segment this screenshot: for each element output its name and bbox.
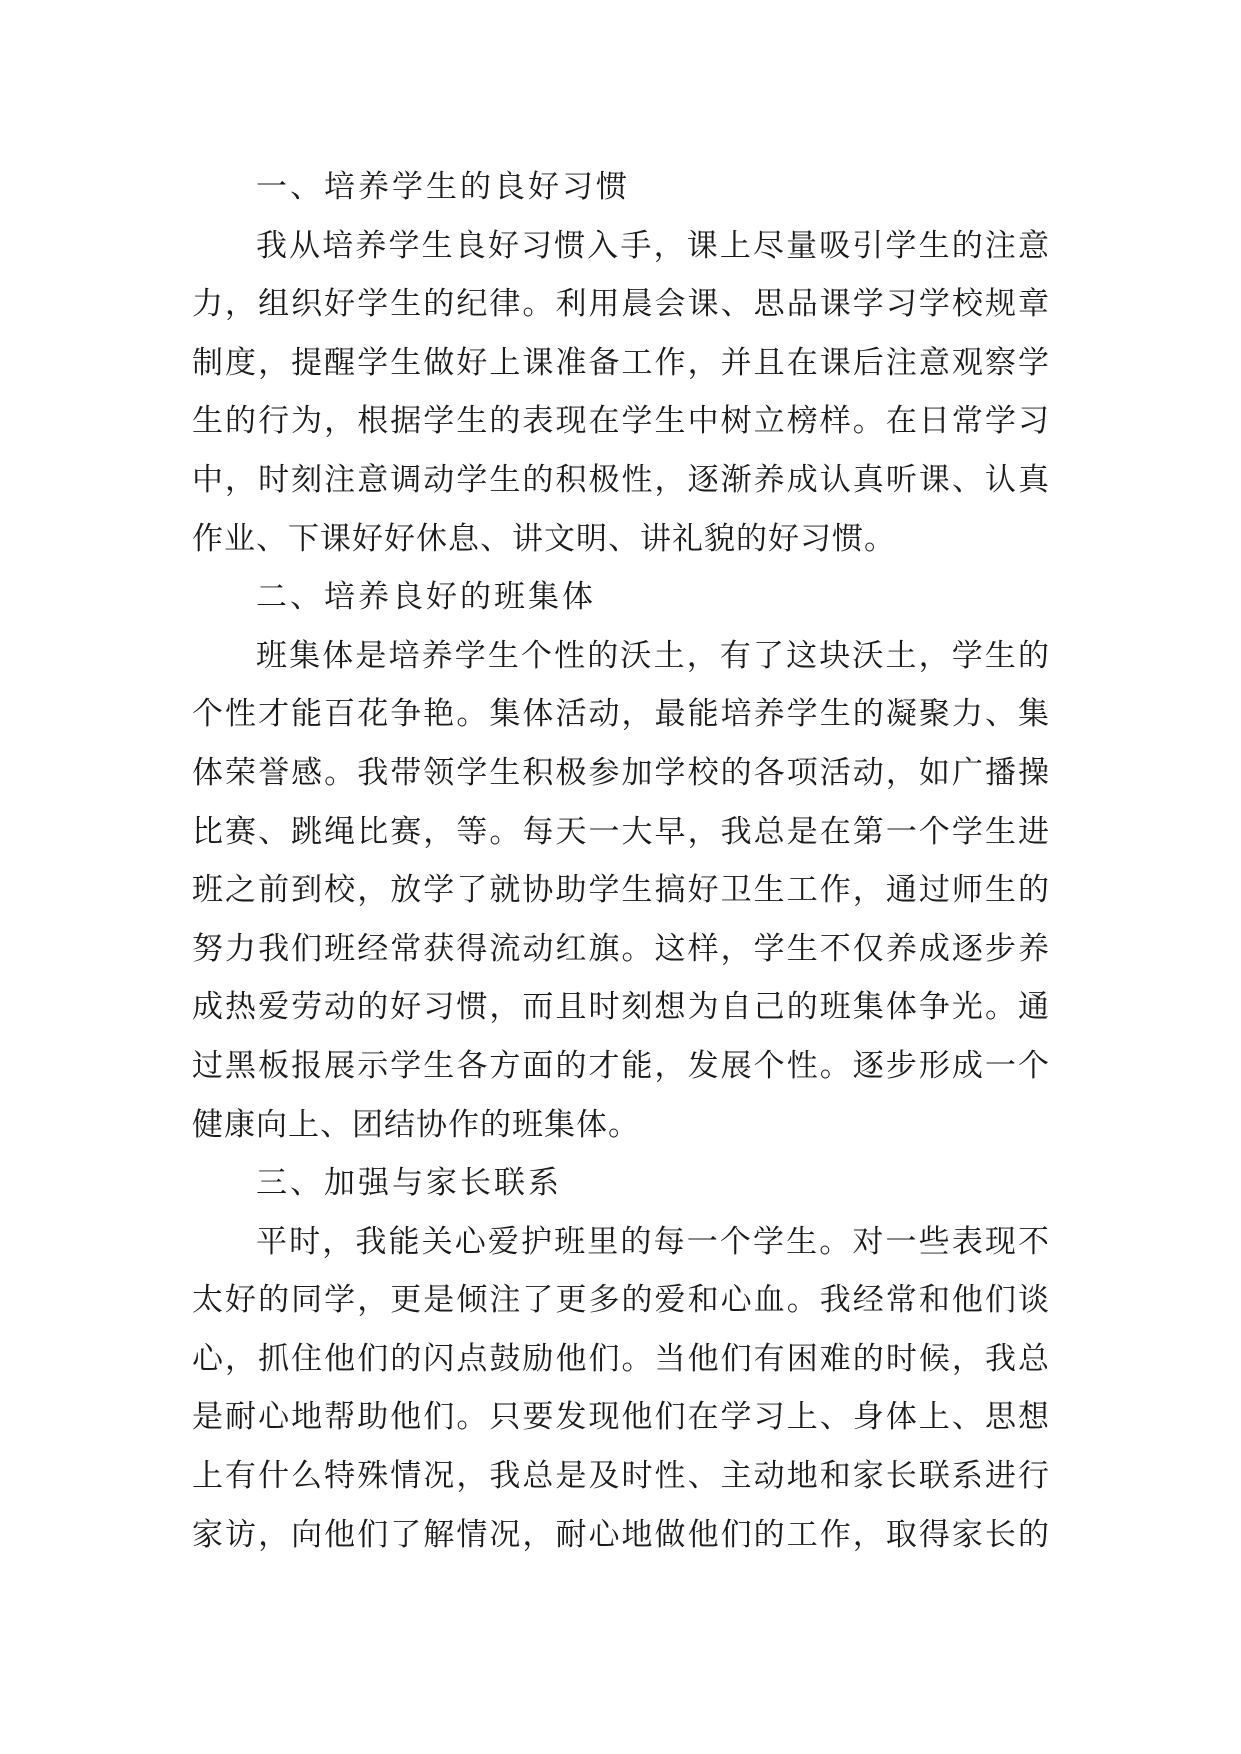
paragraph-line: 班集体是培养学生个性的沃土，有了这块沃土，学生的 (256, 637, 1050, 674)
paragraph-line: 成热爱劳动的好习惯，而且时刻想为自己的班集体争光。通 (192, 989, 1050, 1026)
paragraph-line: 制度，提醒学生做好上课准备工作，并且在课后注意观察学 (192, 344, 1050, 381)
paragraph-line: 作业、下课好好休息、讲文明、讲礼貌的好习惯。 (192, 520, 896, 557)
paragraph-line: 是耐心地帮助他们。只要发现他们在学习上、身体上、思想 (192, 1399, 1050, 1436)
paragraph-line: 我从培养学生良好习惯入手，课上尽量吸引学生的注意 (256, 227, 1050, 264)
paragraph-line: 比赛、跳绳比赛，等。每天一大早，我总是在第一个学生进 (192, 813, 1050, 850)
paragraph-line: 过黑板报展示学生各方面的才能，发展个性。逐步形成一个 (192, 1047, 1050, 1084)
section-heading-class-collective: 二、培养良好的班集体 (256, 579, 596, 616)
paragraph-line: 个性才能百花争艳。集体活动，最能培养学生的凝聚力、集 (192, 696, 1050, 733)
section-heading-parent-contact: 三、加强与家长联系 (256, 1165, 562, 1202)
document-page (192, 158, 1050, 1564)
paragraph-line: 努力我们班经常获得流动红旗。这样，学生不仅养成逐步养 (192, 930, 1050, 967)
paragraph-line: 家访，向他们了解情况，耐心地做他们的工作，取得家长的 (192, 1516, 1050, 1553)
paragraph-line: 体荣誉感。我带领学生积极参加学校的各项活动，如广播操 (192, 754, 1050, 791)
paragraph-line: 健康向上、团结协作的班集体。 (192, 1106, 640, 1143)
paragraph-line: 力，组织好学生的纪律。利用晨会课、思品课学习学校规章 (192, 286, 1050, 323)
paragraph-line: 上有什么特殊情况，我总是及时性、主动地和家长联系进行 (192, 1458, 1050, 1495)
section-heading-habits: 一、培养学生的良好习惯 (256, 169, 630, 205)
paragraph-line: 太好的同学，更是倾注了更多的爱和心血。我经常和他们谈 (192, 1282, 1050, 1319)
paragraph-line: 生的行为，根据学生的表现在学生中树立榜样。在日常学习 (192, 403, 1050, 440)
paragraph-line: 心，抓住他们的闪点鼓励他们。当他们有困难的时候，我总 (192, 1340, 1050, 1377)
paragraph-line: 中，时刻注意调动学生的积极性，逐渐养成认真听课、认真 (192, 461, 1050, 498)
paragraph-line: 平时，我能关心爱护班里的每一个学生。对一些表现不 (256, 1223, 1050, 1260)
paragraph-line: 班之前到校，放学了就协助学生搞好卫生工作，通过师生的 (192, 872, 1050, 909)
